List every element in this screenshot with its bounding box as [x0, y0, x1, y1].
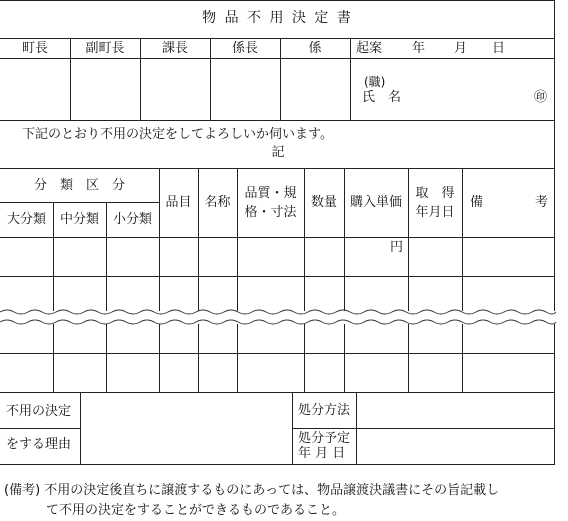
table-right-line — [554, 324, 555, 464]
col-line — [304, 324, 305, 392]
stamp-box-chocho[interactable] — [1, 59, 70, 120]
shobun-hoho-label: 処分方法 — [298, 403, 351, 418]
date-day-label: 日 — [492, 41, 506, 56]
bunrui-kubun-header: 分 類 区 分 — [33, 178, 125, 193]
approval-row-bottom-line — [0, 120, 555, 121]
shobun-value-divider — [356, 392, 357, 464]
note-line1: (備考) 不用の決定後直ちに譲渡するものにあっては、物品譲渡決議書にその旨記載し — [4, 483, 500, 498]
seal-icon: ㊞ — [534, 90, 548, 105]
stamp-box-kacho[interactable] — [141, 59, 210, 120]
meisho-header: 名称 — [204, 195, 231, 210]
shobun-mid-line — [292, 428, 555, 429]
shobun-yotei-input[interactable] — [358, 430, 553, 463]
shimei-label: 氏 名 — [362, 90, 402, 105]
col-line — [344, 168, 345, 311]
reason-input[interactable] — [82, 394, 291, 463]
col-line — [159, 324, 160, 392]
col-line — [344, 324, 345, 392]
col-line — [159, 168, 160, 311]
shobun-yotei-label-line2: 年 月 日 — [298, 446, 346, 461]
shobun-yotei-label-line1: 処分予定 — [298, 431, 351, 446]
header-bottom-line — [0, 237, 555, 238]
col-line — [462, 324, 463, 392]
shutoku-header-line1: 取 得 — [415, 186, 455, 201]
approval-label-kakari: 係 — [308, 41, 322, 56]
reason-label-line1: 不用の決定 — [6, 404, 72, 419]
kian-label: 起案 — [356, 41, 383, 56]
chubunrui-header: 中分類 — [59, 212, 99, 227]
col-line — [198, 168, 199, 311]
approval-label-kakaricho: 係長 — [231, 41, 258, 56]
date-year-label: 年 — [412, 41, 426, 56]
shoku-label: (職) — [364, 75, 386, 89]
approval-label-chocho: 町長 — [21, 41, 48, 56]
suryo-header: 数量 — [310, 195, 337, 210]
row-line — [0, 392, 555, 393]
items-table-right-line — [554, 168, 555, 311]
approval-divider — [350, 38, 351, 120]
shobun-divider — [292, 392, 293, 464]
row-line — [0, 353, 555, 354]
col-line — [53, 324, 54, 392]
col-line — [304, 168, 305, 311]
col-line — [106, 324, 107, 392]
shobunrui-header: 小分類 — [112, 212, 152, 227]
header-sub-line — [0, 202, 159, 203]
row-line — [0, 276, 555, 277]
col-line — [408, 324, 409, 392]
biko-header: 備 考 — [470, 195, 549, 210]
approval-label-kacho: 課長 — [161, 41, 188, 56]
stamp-box-fukuchocho[interactable] — [71, 59, 140, 120]
shutoku-header-line2: 年月日 — [415, 205, 455, 220]
col-line — [198, 324, 199, 392]
request-text: 下記のとおり不用の決定をしてよろしいか伺います。 — [22, 127, 333, 142]
daibunrui-header: 大分類 — [6, 212, 46, 227]
approval-label-fukuchocho: 副町長 — [85, 41, 125, 56]
date-month-label: 月 — [454, 41, 468, 56]
hinshitsu-header-line2: 格・寸法 — [244, 205, 297, 220]
konyu-tanka-header: 購入単価 — [349, 195, 402, 210]
items-table-top-line — [0, 168, 555, 169]
col-line — [462, 168, 463, 311]
hinshitsu-header-line1: 品質・規 — [244, 186, 297, 201]
reason-mid-none — [0, 428, 80, 429]
shobun-hoho-input[interactable] — [358, 394, 553, 427]
stamp-box-kakaricho[interactable] — [211, 59, 280, 120]
ki-label: 記 — [271, 145, 285, 160]
note-line2: て不用の決定をすることができるものであること。 — [46, 503, 346, 518]
reason-bottom-line — [0, 464, 555, 465]
reason-label-line2: をする理由 — [6, 437, 72, 452]
yen-unit: 円 — [390, 240, 404, 255]
col-line — [237, 324, 238, 392]
table-break-wave — [0, 308, 560, 330]
form-title: 物 品 不 用 決 定 書 — [202, 10, 353, 26]
hinmoku-header: 品目 — [165, 195, 192, 210]
stamp-box-kakari[interactable] — [281, 59, 350, 120]
approval-row-top-line — [0, 38, 555, 39]
reason-divider — [80, 392, 81, 464]
